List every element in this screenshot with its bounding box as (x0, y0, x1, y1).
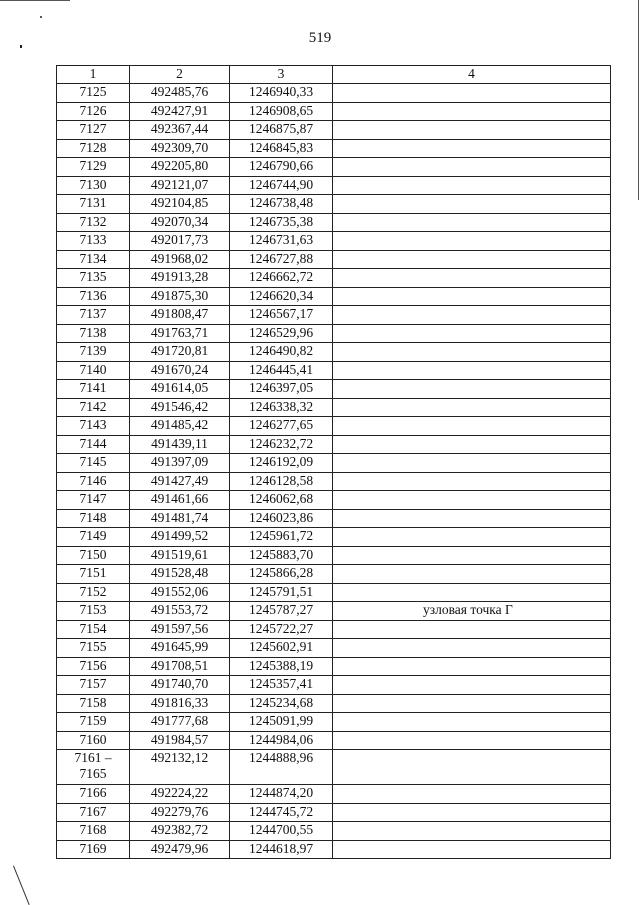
cell-note (333, 676, 611, 695)
cell-note (333, 639, 611, 658)
cell-point-number: 7143 (57, 417, 130, 436)
cell-y-coordinate: 1246731,63 (230, 232, 333, 251)
table-row (57, 694, 611, 713)
table-row (57, 472, 611, 491)
cell-note (333, 213, 611, 232)
cell-y-coordinate: 1246128,58 (230, 472, 333, 491)
scan-pen-mark (13, 866, 30, 905)
table-row (57, 361, 611, 380)
cell-x-coordinate: 491670,24 (130, 361, 230, 380)
cell-y-coordinate: 1246397,05 (230, 380, 333, 399)
cell-x-coordinate: 491439,11 (130, 435, 230, 454)
cell-point-number: 7146 (57, 472, 130, 491)
cell-y-coordinate: 1246845,83 (230, 139, 333, 158)
cell-y-coordinate: 1246062,68 (230, 491, 333, 510)
cell-y-coordinate: 1246277,65 (230, 417, 333, 436)
cell-note (333, 565, 611, 584)
coordinates-table (56, 65, 611, 859)
cell-note (333, 102, 611, 121)
cell-y-coordinate: 1246738,48 (230, 195, 333, 214)
table-row (57, 803, 611, 822)
cell-x-coordinate: 491519,61 (130, 546, 230, 565)
cell-point-number: 7128 (57, 139, 130, 158)
cell-y-coordinate: 1245722,27 (230, 620, 333, 639)
table-row (57, 324, 611, 343)
cell-x-coordinate: 491763,71 (130, 324, 230, 343)
cell-x-coordinate: 492070,34 (130, 213, 230, 232)
table-row (57, 269, 611, 288)
cell-note (333, 380, 611, 399)
cell-y-coordinate: 1244984,06 (230, 731, 333, 750)
table-row (57, 822, 611, 841)
cell-note (333, 158, 611, 177)
cell-point-number: 7153 (57, 602, 130, 621)
cell-x-coordinate: 491552,06 (130, 583, 230, 602)
cell-y-coordinate: 1245787,27 (230, 602, 333, 621)
cell-x-coordinate: 491481,74 (130, 509, 230, 528)
cell-note (333, 803, 611, 822)
cell-x-coordinate: 492017,73 (130, 232, 230, 251)
cell-x-coordinate: 491546,42 (130, 398, 230, 417)
cell-x-coordinate: 492427,91 (130, 102, 230, 121)
cell-x-coordinate: 492485,76 (130, 84, 230, 103)
cell-x-coordinate: 491427,49 (130, 472, 230, 491)
column-header-x: 2 (130, 66, 230, 84)
table-row (57, 343, 611, 362)
cell-note (333, 343, 611, 362)
cell-x-coordinate: 492479,96 (130, 840, 230, 859)
cell-note (333, 139, 611, 158)
cell-y-coordinate: 1246727,88 (230, 250, 333, 269)
cell-note (333, 324, 611, 343)
table-row (57, 139, 611, 158)
table-row (57, 84, 611, 103)
cell-point-number: 7136 (57, 287, 130, 306)
cell-x-coordinate: 492205,80 (130, 158, 230, 177)
cell-note (333, 509, 611, 528)
cell-point-number: 7125 (57, 84, 130, 103)
cell-y-coordinate: 1244700,55 (230, 822, 333, 841)
cell-note: узловая точка Г (333, 602, 611, 621)
cell-point-number: 7142 (57, 398, 130, 417)
cell-y-coordinate: 1244618,97 (230, 840, 333, 859)
cell-point-number: 7127 (57, 121, 130, 140)
cell-note (333, 435, 611, 454)
table-body (57, 84, 611, 859)
cell-note (333, 269, 611, 288)
cell-y-coordinate: 1245791,51 (230, 583, 333, 602)
cell-y-coordinate: 1246790,66 (230, 158, 333, 177)
cell-y-coordinate: 1245961,72 (230, 528, 333, 547)
cell-note (333, 417, 611, 436)
table-row (57, 602, 611, 621)
cell-note (333, 472, 611, 491)
table-row (57, 750, 611, 785)
cell-point-number: 7130 (57, 176, 130, 195)
cell-y-coordinate: 1246023,86 (230, 509, 333, 528)
table-row (57, 195, 611, 214)
table-row (57, 565, 611, 584)
cell-y-coordinate: 1245388,19 (230, 657, 333, 676)
cell-note (333, 287, 611, 306)
table-row (57, 417, 611, 436)
table-row (57, 509, 611, 528)
cell-x-coordinate: 491777,68 (130, 713, 230, 732)
table-row (57, 398, 611, 417)
cell-y-coordinate: 1244888,96 (230, 750, 333, 785)
cell-y-coordinate: 1246908,65 (230, 102, 333, 121)
cell-y-coordinate: 1246620,34 (230, 287, 333, 306)
cell-point-number: 7155 (57, 639, 130, 658)
cell-y-coordinate: 1245091,99 (230, 713, 333, 732)
cell-point-number: 7141 (57, 380, 130, 399)
cell-point-number: 7161 – 7165 (57, 750, 130, 785)
cell-note (333, 232, 611, 251)
cell-x-coordinate: 491485,42 (130, 417, 230, 436)
table-row (57, 731, 611, 750)
cell-note (333, 620, 611, 639)
table-row (57, 620, 611, 639)
cell-point-number: 7166 (57, 785, 130, 804)
table-header-row (57, 66, 611, 84)
cell-y-coordinate: 1246529,96 (230, 324, 333, 343)
cell-y-coordinate: 1246735,38 (230, 213, 333, 232)
cell-y-coordinate: 1245602,91 (230, 639, 333, 658)
cell-point-number: 7131 (57, 195, 130, 214)
table-row (57, 287, 611, 306)
cell-x-coordinate: 492104,85 (130, 195, 230, 214)
table-row (57, 785, 611, 804)
cell-x-coordinate: 491708,51 (130, 657, 230, 676)
cell-x-coordinate: 491597,56 (130, 620, 230, 639)
table-row (57, 102, 611, 121)
cell-x-coordinate: 492367,44 (130, 121, 230, 140)
cell-y-coordinate: 1246445,41 (230, 361, 333, 380)
cell-point-number: 7147 (57, 491, 130, 510)
cell-x-coordinate: 492382,72 (130, 822, 230, 841)
cell-point-number: 7139 (57, 343, 130, 362)
cell-point-number: 7133 (57, 232, 130, 251)
cell-y-coordinate: 1246744,90 (230, 176, 333, 195)
table-row (57, 713, 611, 732)
column-header-point: 1 (57, 66, 130, 84)
table-row (57, 435, 611, 454)
cell-x-coordinate: 491720,81 (130, 343, 230, 362)
cell-x-coordinate: 491984,57 (130, 731, 230, 750)
cell-note (333, 583, 611, 602)
cell-note (333, 121, 611, 140)
cell-y-coordinate: 1246490,82 (230, 343, 333, 362)
table-row (57, 528, 611, 547)
cell-note (333, 840, 611, 859)
cell-x-coordinate: 491553,72 (130, 602, 230, 621)
cell-point-number: 7149 (57, 528, 130, 547)
cell-x-coordinate: 491740,70 (130, 676, 230, 695)
page-number: 519 (308, 30, 332, 46)
cell-note (333, 398, 611, 417)
cell-point-number: 7134 (57, 250, 130, 269)
table-row (57, 213, 611, 232)
cell-x-coordinate: 491645,99 (130, 639, 230, 658)
table-row (57, 158, 611, 177)
cell-note (333, 785, 611, 804)
cell-x-coordinate: 492132,12 (130, 750, 230, 785)
cell-point-number: 7169 (57, 840, 130, 859)
cell-point-number: 7144 (57, 435, 130, 454)
cell-x-coordinate: 491913,28 (130, 269, 230, 288)
cell-point-number: 7129 (57, 158, 130, 177)
cell-note (333, 306, 611, 325)
table-row (57, 583, 611, 602)
cell-x-coordinate: 491461,66 (130, 491, 230, 510)
cell-point-number: 7145 (57, 454, 130, 473)
cell-note (333, 491, 611, 510)
cell-point-number: 7137 (57, 306, 130, 325)
cell-point-number: 7167 (57, 803, 130, 822)
cell-x-coordinate: 491528,48 (130, 565, 230, 584)
cell-x-coordinate: 491499,52 (130, 528, 230, 547)
cell-note (333, 454, 611, 473)
cell-point-number: 7154 (57, 620, 130, 639)
cell-x-coordinate: 491614,05 (130, 380, 230, 399)
table-row (57, 380, 611, 399)
column-header-note: 4 (333, 66, 611, 84)
cell-point-number: 7156 (57, 657, 130, 676)
cell-x-coordinate: 491808,47 (130, 306, 230, 325)
cell-point-number: 7168 (57, 822, 130, 841)
cell-point-number: 7152 (57, 583, 130, 602)
cell-y-coordinate: 1244874,20 (230, 785, 333, 804)
column-header-y: 3 (230, 66, 333, 84)
cell-note (333, 657, 611, 676)
table-row (57, 176, 611, 195)
cell-note (333, 546, 611, 565)
cell-x-coordinate: 491397,09 (130, 454, 230, 473)
cell-point-number: 7140 (57, 361, 130, 380)
cell-note (333, 250, 611, 269)
cell-x-coordinate: 491875,30 (130, 287, 230, 306)
cell-y-coordinate: 1245866,28 (230, 565, 333, 584)
cell-y-coordinate: 1246232,72 (230, 435, 333, 454)
table-row (57, 840, 611, 859)
cell-x-coordinate: 492121,07 (130, 176, 230, 195)
cell-y-coordinate: 1244745,72 (230, 803, 333, 822)
table-row (57, 676, 611, 695)
cell-y-coordinate: 1246662,72 (230, 269, 333, 288)
cell-y-coordinate: 1246940,33 (230, 84, 333, 103)
cell-point-number: 7159 (57, 713, 130, 732)
cell-note (333, 750, 611, 785)
cell-point-number: 7158 (57, 694, 130, 713)
cell-y-coordinate: 1246567,17 (230, 306, 333, 325)
cell-x-coordinate: 491816,33 (130, 694, 230, 713)
table-row (57, 121, 611, 140)
cell-y-coordinate: 1246192,09 (230, 454, 333, 473)
cell-point-number: 7151 (57, 565, 130, 584)
cell-y-coordinate: 1246338,32 (230, 398, 333, 417)
table-row (57, 306, 611, 325)
table-row (57, 454, 611, 473)
cell-note (333, 731, 611, 750)
cell-point-number: 7138 (57, 324, 130, 343)
cell-x-coordinate: 492309,70 (130, 139, 230, 158)
table-row (57, 657, 611, 676)
cell-note (333, 361, 611, 380)
cell-point-number: 7157 (57, 676, 130, 695)
cell-point-number: 7126 (57, 102, 130, 121)
scan-edge-line (0, 0, 70, 1)
cell-note (333, 694, 611, 713)
cell-y-coordinate: 1245234,68 (230, 694, 333, 713)
cell-point-number: 7132 (57, 213, 130, 232)
table-row (57, 546, 611, 565)
table-row (57, 232, 611, 251)
cell-point-number: 7160 (57, 731, 130, 750)
table-row (57, 250, 611, 269)
cell-y-coordinate: 1245357,41 (230, 676, 333, 695)
cell-y-coordinate: 1246875,87 (230, 121, 333, 140)
cell-note (333, 528, 611, 547)
cell-note (333, 713, 611, 732)
cell-point-number: 7148 (57, 509, 130, 528)
table-row (57, 491, 611, 510)
table-row (57, 639, 611, 658)
cell-x-coordinate: 491968,02 (130, 250, 230, 269)
cell-note (333, 84, 611, 103)
cell-y-coordinate: 1245883,70 (230, 546, 333, 565)
cell-note (333, 822, 611, 841)
cell-x-coordinate: 492224,22 (130, 785, 230, 804)
cell-point-number: 7150 (57, 546, 130, 565)
scan-speck (40, 16, 42, 18)
cell-x-coordinate: 492279,76 (130, 803, 230, 822)
cell-note (333, 195, 611, 214)
cell-point-number: 7135 (57, 269, 130, 288)
cell-note (333, 176, 611, 195)
